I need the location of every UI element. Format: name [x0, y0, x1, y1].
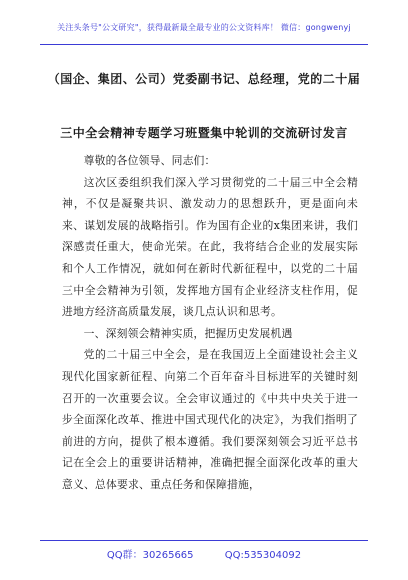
- footer-qq-group: QQ群：30265665: [106, 550, 194, 561]
- salutation: 尊敬的各位领导、同志们：: [83, 154, 216, 167]
- document-body: [62, 150, 358, 496]
- paragraph-intro: 这次区委组织我们深入学习贯彻党的二十届三中全会精神，不仅是凝聚共识、激发动力的思想跃升，更是面向未来、谋划发展的战略指引。作为国有企业的x集团来讲，我们深感责任重大，使命光荣。在此，我将结合企业的发展实际和个人工作情况，就如何在新时代新征程中，以党的二十届三中全会精神为引领，发挥地方国有企业经济支柱作用，促进地方经济高质量发展，谈几点认识和思考。: [62, 175, 358, 319]
- document-title-line2: 三中全会精神专题学习班暨集中轮训的交流研讨发言: [60, 126, 348, 140]
- header-divider: [40, 44, 368, 45]
- header-note: 关注头条号"公文研究"，获得最新最全最专业的公文资料库！ 微信：gongwenyj: [57, 23, 351, 32]
- section-heading-1: 一、深刻领会精神实质，把握历史发展机遇: [83, 326, 293, 340]
- footer-divider: [40, 540, 368, 541]
- document-title-line1: （国企、集团、公司）党委副书记、总经理，党的二十届: [47, 72, 361, 86]
- paragraph-section-1: 党的二十届三中全会，是在我国迈上全面建设社会主义现代化国家新征程、向第二个百年奋斗目标进军的关键时刻召开的一次重要会议。全会审议通过的《中共中央关于进一步全面深化改革、推进中国式现代化的决定》，为我们指明了前进的方向，提供了根本遵循。我们要深刻领会习近平总书记在全会上的重要讲话精神，准确把握全面深化改革的重大意义、总体要求、重点任务和保障措施，: [62, 348, 358, 491]
- footer-qq: QQ:535304092: [224, 550, 302, 561]
- footer: [0, 546, 408, 561]
